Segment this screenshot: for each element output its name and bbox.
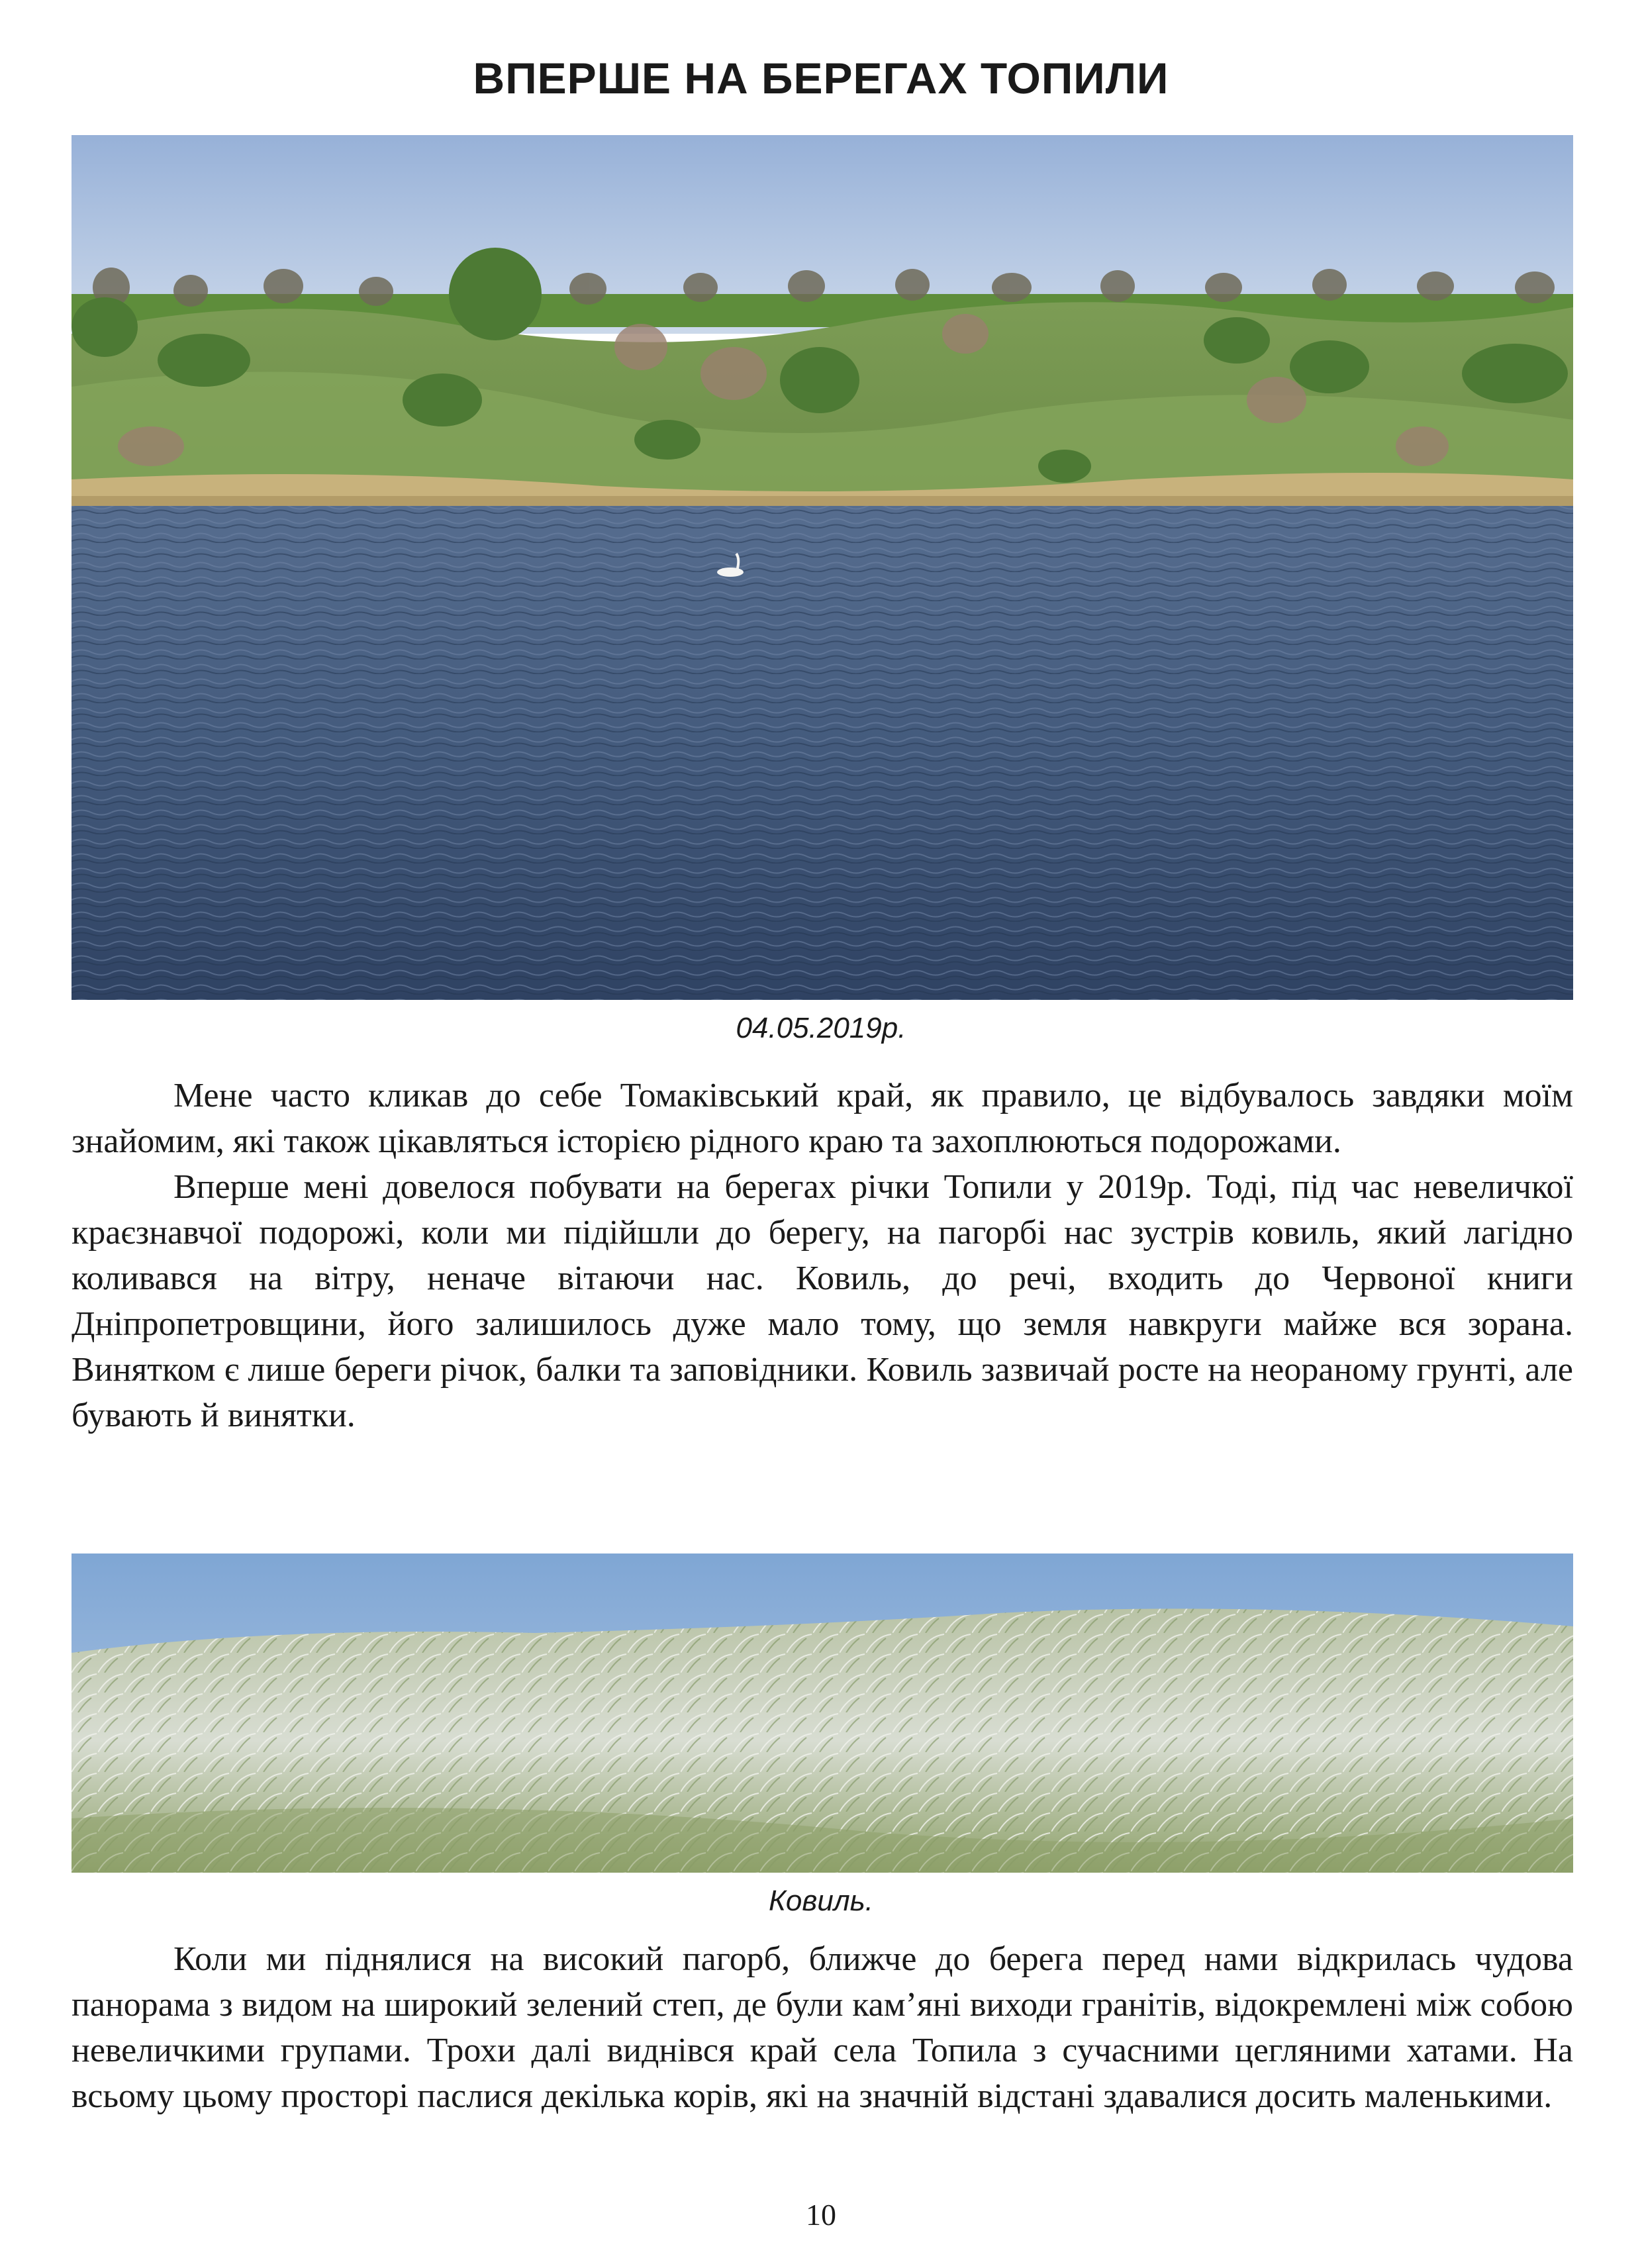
page-number: 10: [806, 2198, 836, 2232]
text-block-bottom: [72, 1936, 1573, 2119]
page-title: ВПЕРШЕ НА БЕРЕГАХ ТОПИЛИ: [473, 54, 1169, 103]
photo-caption-date: 04.05.2019р.: [736, 1012, 906, 1044]
photo-caption-feather-grass: Ковиль.: [768, 1885, 874, 1917]
text-block-top: [72, 1073, 1573, 1438]
lake-landscape-image: [72, 135, 1573, 1000]
paragraph: Коли ми піднялися на високий пагорб, ближче до берега перед нами відкрилась чудова панорама з видом на широкий зелений степ, де були кам’яні виходи гранітів, відокремлені між собою невеличкими групами. Трохи далі виднівся край села Топила з сучасними цегляними хатами. На всьому цьому просторі паслися декілька корів, які на значній відстані здавалися досить маленькими.: [72, 1940, 1573, 2115]
lake-photo: [72, 135, 1573, 1000]
paragraph: Мене часто кликав до себе Томаківський край, як правило, це відбувалось завдяки моїм знайомим, які також цікавляться історією рідного краю та захоплюються подорожами.: [72, 1077, 1573, 1160]
feather-grass-photo: [72, 1553, 1573, 1873]
feather-grass-image: [72, 1553, 1573, 1873]
paragraph: Вперше мені довелося побувати на берегах річки Топили у 2019р. Тоді, під час невеличкої краєзнавчої подорожі, коли ми підійшли до берегу, на пагорбі нас зустрів ковиль, який лагідно коливався на вітру, неначе вітаючи нас. Ковиль, до речі, входить до Червоної книги Дніпропетровщини, його залишилось дуже мало тому, що земля навкруги майже вся зорана. Винятком є лише береги річок, балки та заповідники. Ковиль зазвичай росте на неораному грунті, але бувають й винятки.: [72, 1168, 1573, 1434]
